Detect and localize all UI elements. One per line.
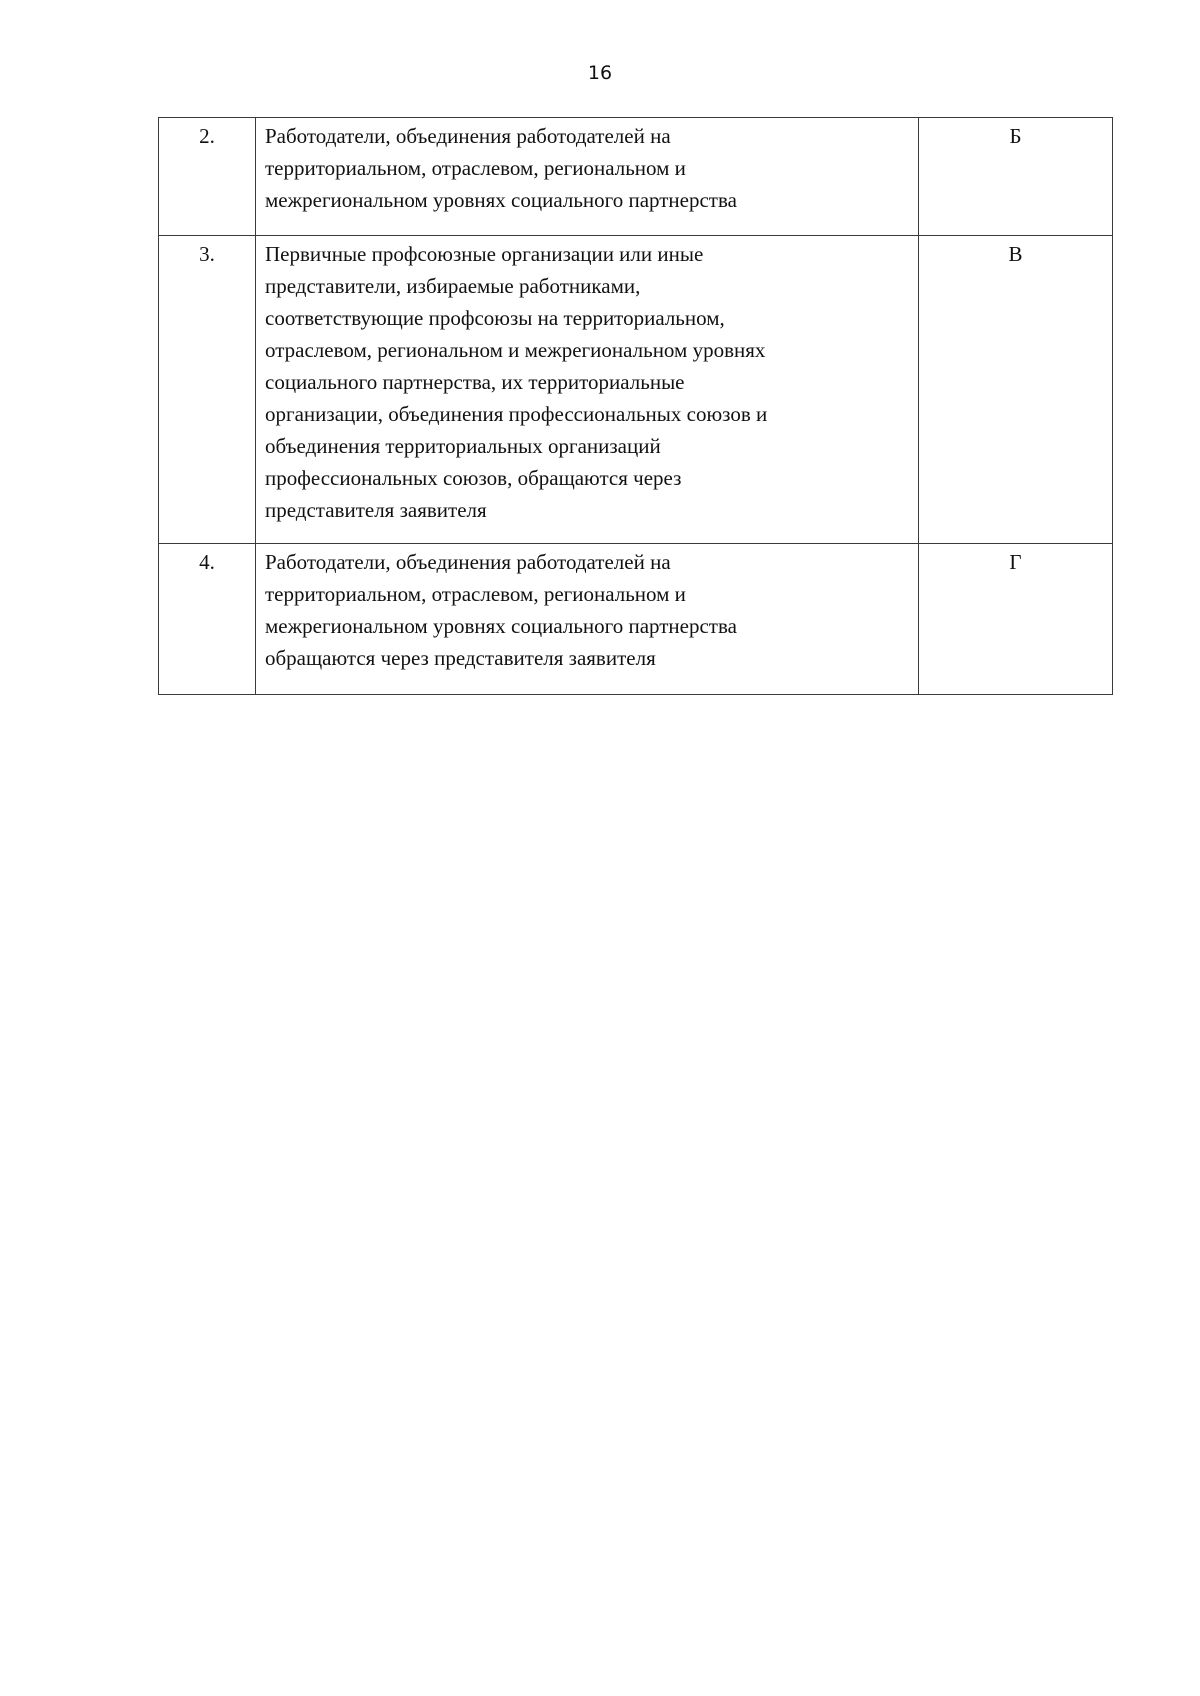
table-row xyxy=(159,544,1113,695)
description-line: территориальном, отраслевом, региональном и xyxy=(265,582,686,606)
description-line: соответствующие профсоюзы на территориальном, xyxy=(265,306,725,330)
description-line: территориальном, отраслевом, региональном и xyxy=(265,156,686,180)
row-number-cell: 4. xyxy=(159,544,256,695)
row-number-cell: 2. xyxy=(159,118,256,236)
description-line: представителя заявителя xyxy=(265,498,487,522)
page-number: 16 xyxy=(587,62,613,84)
description-line: отраслевом, региональном и межрегиональном уровнях xyxy=(265,338,766,362)
row-number-cell: 3. xyxy=(159,236,256,544)
description-line: организации, объединения профессиональных союзов и xyxy=(265,402,768,426)
row-category-letter-cell: Б xyxy=(919,118,1113,236)
row-category-letter-cell: Г xyxy=(919,544,1113,695)
table-row xyxy=(159,236,1113,544)
applicant-categories-table xyxy=(158,117,1113,695)
description-line: Работодатели, объединения работодателей на xyxy=(265,124,671,148)
row-description-cell xyxy=(256,236,919,544)
description-line: Первичные профсоюзные организации или иные xyxy=(265,242,704,266)
description-line: межрегиональном уровнях социального партнерства xyxy=(265,614,737,638)
row-description-cell xyxy=(256,544,919,695)
description-line: социального партнерства, их территориальные xyxy=(265,370,685,394)
description-line: представители, избираемые работниками, xyxy=(265,274,641,298)
row-category-letter-cell: В xyxy=(919,236,1113,544)
description-line: объединения территориальных организаций xyxy=(265,434,661,458)
description-line: профессиональных союзов, обращаются через xyxy=(265,466,682,490)
description-line: Работодатели, объединения работодателей на xyxy=(265,550,671,574)
description-line: межрегиональном уровнях социального партнерства xyxy=(265,188,737,212)
description-line: обращаются через представителя заявителя xyxy=(265,646,656,670)
row-description-cell xyxy=(256,118,919,236)
table-row xyxy=(159,118,1113,236)
